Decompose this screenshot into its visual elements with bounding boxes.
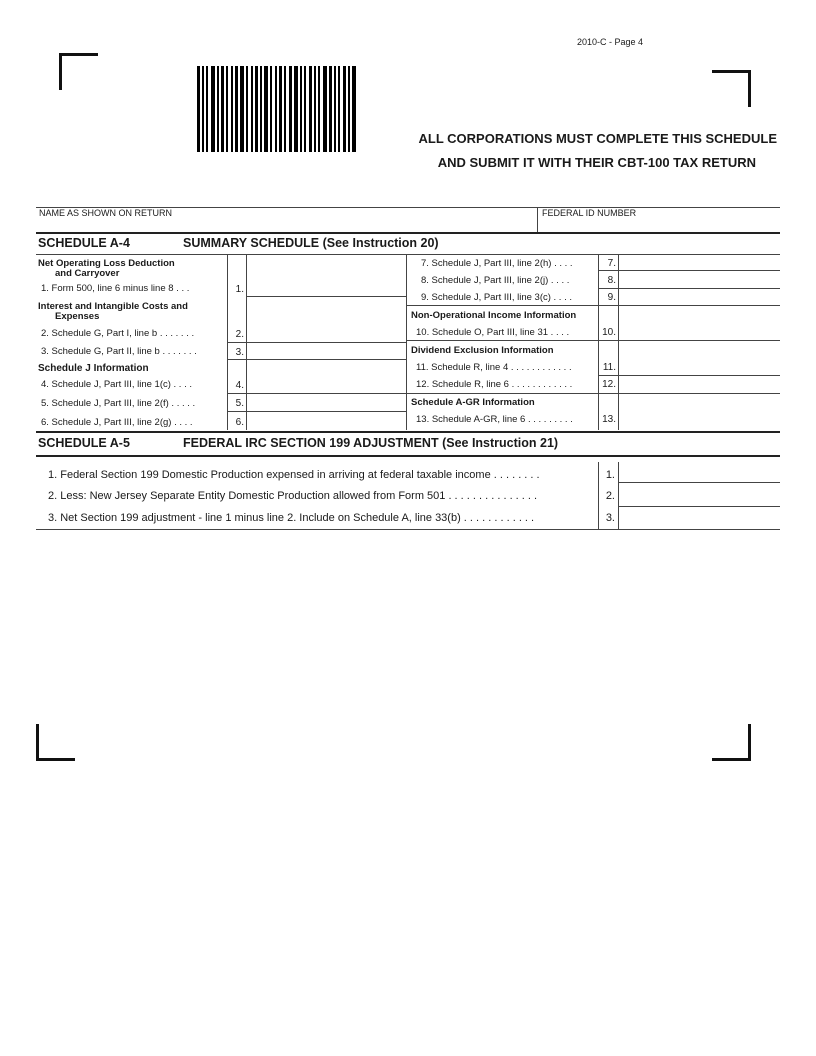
a4-line-12-number: 12.	[602, 379, 616, 390]
schedule-agr-heading: Schedule A-GR Information	[411, 397, 535, 408]
a4-line-12-input[interactable]	[620, 377, 778, 391]
heading-line-1: ALL CORPORATIONS MUST COMPLETE THIS SCHEDULE	[418, 131, 777, 146]
barcode-bar	[206, 66, 208, 152]
barcode-bar	[226, 66, 228, 152]
a4-line-4-number: 4.	[235, 380, 244, 391]
a4-line-13-input[interactable]	[620, 411, 778, 428]
barcode-bar	[235, 66, 238, 152]
a4-line-1-number: 1.	[235, 284, 244, 295]
a4-line-3-number: 3.	[235, 347, 244, 358]
a4-line-9-input[interactable]	[620, 290, 778, 303]
barcode-bar	[255, 66, 258, 152]
a4-line-8-number: 8.	[607, 275, 616, 286]
a4-line-11-label: 11. Schedule R, line 4 . . . . . . . . . . . .	[416, 362, 572, 373]
a4-line-5-label: 5. Schedule J, Part III, line 2(f) . . . . .	[41, 398, 196, 409]
a4-line-6-label: 6. Schedule J, Part III, line 2(g) . . . .	[41, 417, 193, 428]
a5-line-1-number: 1.	[605, 469, 615, 481]
a5-line-2-number: 2.	[605, 490, 615, 502]
a4-line-10-number: 10.	[602, 327, 616, 338]
a4-line-2-number: 2.	[235, 329, 244, 340]
name-input[interactable]	[38, 220, 533, 231]
a4-line-8-label: 8. Schedule J, Part III, line 2(j) . . . .	[421, 275, 570, 286]
barcode-bar	[260, 66, 262, 152]
schedule-a4-code: SCHEDULE A-4	[38, 236, 130, 250]
nol-heading-2: and Carryover	[55, 268, 120, 279]
a4-line-3-input[interactable]	[248, 344, 404, 358]
a4-line-6-input[interactable]	[248, 413, 404, 428]
barcode-bar	[289, 66, 292, 152]
page-label: 2010-C - Page 4	[577, 37, 644, 47]
interest-heading-2: Expenses	[55, 311, 100, 322]
a4-line-13-label: 13. Schedule A-GR, line 6 . . . . . . . . .	[416, 414, 573, 425]
fein-input[interactable]	[540, 220, 778, 231]
barcode-bar	[251, 66, 253, 152]
schedule-a5-title: FEDERAL IRC SECTION 199 ADJUSTMENT (See Instruction 21)	[183, 436, 559, 450]
dividend-exclusion-heading: Dividend Exclusion Information	[411, 345, 554, 356]
schedule-j-heading: Schedule J Information	[38, 363, 149, 374]
a5-line-1-label: 1. Federal Section 199 Domestic Production expensed in arriving at federal taxable income . . . . . . . .	[48, 469, 540, 481]
a5-line-3-label: 3. Net Section 199 adjustment - line 1 minus line 2. Include on Schedule A, line 33(b) . . . . . . . . . . . .	[48, 512, 535, 524]
a4-line-2-input[interactable]	[248, 326, 404, 340]
barcode-bar	[202, 66, 204, 152]
barcode-bar	[217, 66, 219, 152]
barcode-bar	[294, 66, 298, 152]
registration-mark-bottom-right	[712, 724, 751, 761]
registration-mark-top-right	[712, 70, 751, 107]
a5-line-2-input[interactable]	[620, 484, 778, 505]
a4-line-1-input[interactable]	[248, 281, 404, 295]
a4-line-10-input[interactable]	[620, 325, 778, 339]
a4-line-7-number: 7.	[607, 258, 616, 269]
a4-line-5-number: 5.	[235, 398, 244, 409]
a5-line-2-label: 2. Less: New Jersey Separate Entity Domestic Production allowed from Form 501 . . . . . . . . . . . . . . .	[48, 490, 538, 502]
a4-line-11-number: 11.	[602, 362, 616, 373]
a5-line-3-number: 3.	[605, 512, 615, 524]
name-label: NAME AS SHOWN ON RETURN	[39, 208, 173, 218]
a4-line-1-label: 1. Form 500, line 6 minus line 8 . . .	[41, 283, 190, 294]
a5-line-1-input[interactable]	[620, 464, 778, 481]
nol-heading-1: Net Operating Loss Deduction	[38, 258, 175, 269]
a4-line-5-input[interactable]	[248, 395, 404, 409]
barcode-bar	[197, 66, 200, 152]
barcode-bar	[240, 66, 244, 152]
barcode-bar	[284, 66, 286, 152]
barcode-bar	[275, 66, 277, 152]
non-operational-heading: Non-Operational Income Information	[411, 310, 577, 321]
a4-line-4-input[interactable]	[248, 377, 404, 391]
barcode-bar	[270, 66, 272, 152]
barcode-bar	[211, 66, 215, 152]
barcode-bar	[264, 66, 268, 152]
fein-label: FEDERAL ID NUMBER	[542, 208, 637, 218]
a4-line-7-label: 7. Schedule J, Part III, line 2(h) . . . .	[421, 258, 573, 269]
a4-line-12-label: 12. Schedule R, line 6 . . . . . . . . . . . .	[416, 379, 573, 390]
schedule-a4-title: SUMMARY SCHEDULE (See Instruction 20)	[183, 236, 439, 250]
schedule-a5-code: SCHEDULE A-5	[38, 436, 130, 450]
barcode-bar	[279, 66, 282, 152]
registration-mark-bottom-left	[36, 724, 75, 761]
interest-heading-1: Interest and Intangible Costs and	[38, 301, 188, 312]
registration-mark-top-left	[59, 53, 98, 90]
a4-line-11-input[interactable]	[620, 360, 778, 374]
a4-line-3-label: 3. Schedule G, Part II, line b . . . . . . .	[41, 346, 197, 357]
barcode-bar	[221, 66, 224, 152]
a4-line-10-label: 10. Schedule O, Part III, line 31 . . . .	[416, 327, 570, 338]
a4-line-7-input[interactable]	[620, 256, 778, 269]
a4-line-9-number: 9.	[607, 292, 616, 303]
barcode-bar	[246, 66, 248, 152]
a4-line-6-number: 6.	[235, 417, 244, 428]
a4-line-13-number: 13.	[602, 414, 616, 425]
a5-line-3-input[interactable]	[620, 508, 778, 528]
a4-line-8-input[interactable]	[620, 272, 778, 286]
a4-line-9-label: 9. Schedule J, Part III, line 3(c) . . . .	[421, 292, 573, 303]
heading-line-2: AND SUBMIT IT WITH THEIR CBT-100 TAX RETURN	[437, 155, 756, 170]
barcode-bar	[231, 66, 233, 152]
a4-line-2-label: 2. Schedule G, Part I, line b . . . . . . .	[41, 328, 195, 339]
a4-line-4-label: 4. Schedule J, Part III, line 1(c) . . . .	[41, 379, 193, 390]
